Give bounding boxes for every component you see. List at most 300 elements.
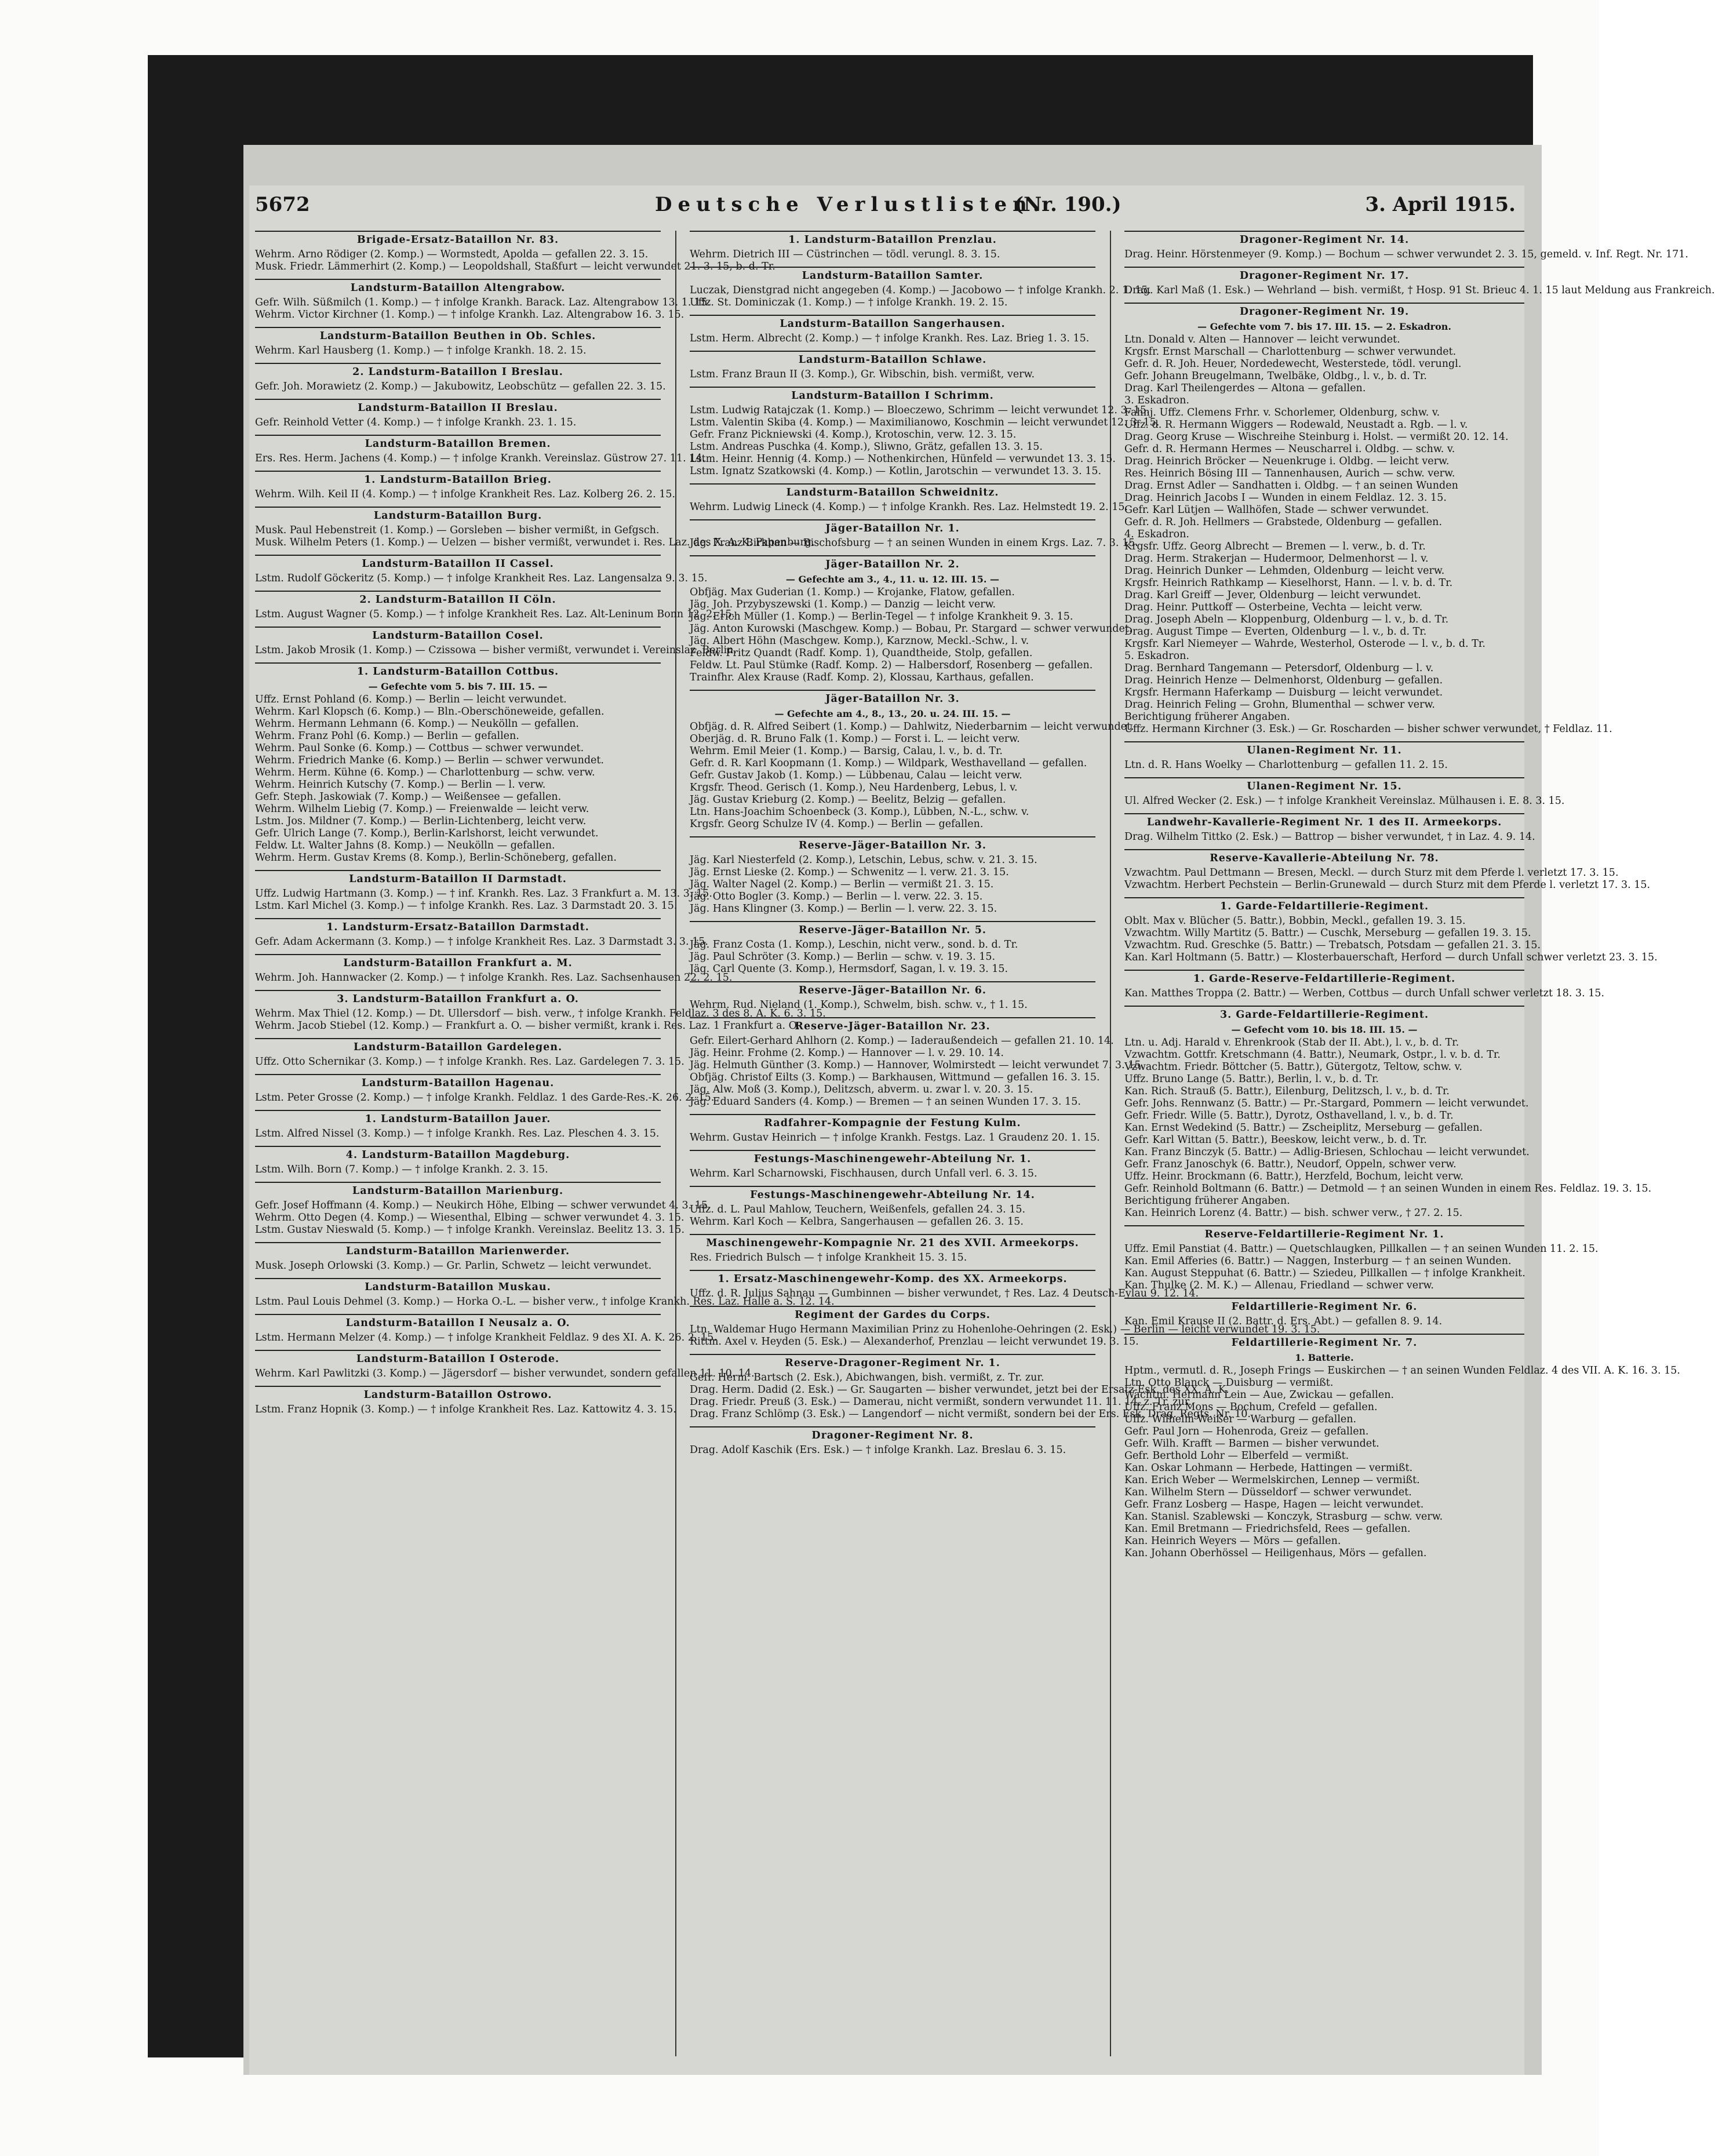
casualty-entry: Lstm. Andreas Puschka (4. Komp.), Sliwno, Grätz, gefallen 13. 3. 15. [690, 441, 1043, 453]
unit-title: Landsturm-Bataillon Ostrowo. [255, 1386, 661, 1403]
unit-title: Reserve-Dragoner-Regiment Nr. 1. [690, 1354, 1095, 1371]
casualty-entry: Gefr. d. R. Joh. Heuer, Nordedewecht, Westerstede, tödl. verungl. [1124, 358, 1462, 370]
unit-title: Jäger-Bataillon Nr. 1. [690, 519, 1095, 536]
unit-title: Reserve-Kavallerie-Abteilung Nr. 78. [1124, 849, 1524, 866]
casualty-entry: Drag. Heinr. Puttkoff — Osterbeine, Vechta — leicht verw. [1124, 602, 1423, 613]
unit-title: Landsturm-Bataillon Muskau. [255, 1278, 661, 1295]
casualty-entry: Ltn. Waldemar Hugo Hermann Maximilian Prinz zu Hohenlohe-Oehringen (2. Esk.) — Berlin — leicht verwundet 19. 3. 15. [690, 1324, 1320, 1335]
casualty-entry: Kan. Wilhelm Stern — Düsseldorf — schwer verwundet. [1124, 1487, 1412, 1498]
casualty-entry: Drag. Herm. Dadid (2. Esk.) — Gr. Saugarten — bisher verwundet, jetzt bei der Ersatz-Esk. des XX. A. K. [690, 1384, 1229, 1396]
casualty-entry: Lstm. Hermann Melzer (4. Komp.) — † infolge Krankheit Feldlaz. 9 des XI. A. K. 26. 2. 15. [255, 1332, 717, 1343]
unit-title: Reserve-Jäger-Bataillon Nr. 6. [690, 981, 1095, 998]
unit-title: 4. Landsturm-Bataillon Magdeburg. [255, 1146, 661, 1163]
unit-section [690, 981, 1095, 1011]
casualty-entry: Wehrm. Karl Klopsch (6. Komp.) — Bln.-Oberschöneweide, gefallen. [255, 706, 605, 718]
unit-section [255, 870, 712, 912]
casualty-entry: Jäg. Ernst Lieske (2. Komp.) — Schwenitz — l. verw. 21. 3. 15. [690, 866, 1009, 878]
casualty-entry: Gefr. Gustav Jakob (1. Komp.) — Lübbenau, Calau — leicht verw. [690, 770, 1022, 781]
casualty-entry: Jäg. Anton Kurowski (Maschgew. Komp.) — Bobau, Pr. Stargard — schwer verwundet. [690, 623, 1133, 635]
casualty-entry: Krgsfr. Karl Niemeyer — Wahrde, Westerhol, Osterode — l. v., b. d. Tr. [1124, 638, 1485, 650]
casualty-entry: Uffz. Wilhelm Weißer — Warburg — gefallen. [1124, 1414, 1357, 1425]
casualty-entry: Lstm. Rudolf Göckeritz (5. Komp.) — † infolge Krankheit Res. Laz. Langensalza 9. 3. 15. [255, 573, 708, 584]
casualty-entry: Vzwachtm. Friedr. Böttcher (5. Battr.), Gütergotz, Teltow, schw. v. [1124, 1061, 1462, 1073]
unit-section [1124, 267, 1715, 297]
casualty-entry: Wehrm. Karl Pawlitzki (3. Komp.) — Jägersdorf — bisher verwundet, sondern gefallen 11. 10. 14. [255, 1368, 755, 1379]
casualty-entry: Uffz. d. R. Julius Sahnau — Gumbinnen — bisher verwundet, † Res. Laz. 4 Deutsch-Eylau 9. 12. 14. [690, 1288, 1199, 1299]
casualty-entry: Wehrm. Emil Meier (1. Komp.) — Barsig, Calau, l. v., b. d. Tr. [690, 745, 1003, 757]
casualty-entry: Wehrm. Herm. Kühne (6. Komp.) — Charlottenburg — schw. verw. [255, 767, 595, 778]
casualty-entry: Jäg. Helmuth Günther (3. Komp.) — Hannover, Wolmirstedt — leicht verwundet 7. 3. 15. [690, 1059, 1145, 1071]
casualty-entry: Lstm. Wilh. Born (7. Komp.) — † infolge Krankh. 2. 3. 15. [255, 1164, 548, 1175]
casualty-entry: Drag. Heinrich Jacobs I — Wunden in einem Feldlaz. 12. 3. 15. [1124, 492, 1447, 504]
casualty-entry: Gefr. Josef Hoffmann (4. Komp.) — Neukirch Höhe, Elbing — schwer verwundet 4. 3. 15. [255, 1200, 711, 1211]
casualty-entry: Gefr. Karl Lütjen — Wallhöfen, Stade — schwer verwundet. [1124, 504, 1429, 516]
casualty-entry: Kan. Emil Afferies (6. Battr.) — Naggen, Insterburg — † an seinen Wunden. [1124, 1255, 1512, 1267]
unit-section [1124, 777, 1565, 807]
casualty-entry: Gefr. Steph. Jaskowiak (7. Komp.) — Weißensee — gefallen. [255, 791, 562, 803]
unit-section [255, 1182, 711, 1236]
casualty-entry: Jäg. Heinr. Frohme (2. Komp.) — Hannover — l. v. 29. 10. 14. [690, 1047, 1004, 1059]
casualty-entry: Luczak, Dienstgrad nicht angegeben (4. Komp.) — Jacobowo — † infolge Krankh. 2. 1. 15. [690, 285, 1151, 296]
casualty-entry: Kan. Heinrich Weyers — Mörs — gefallen. [1124, 1535, 1341, 1547]
unit-title: Landsturm-Bataillon I Neusalz a. O. [255, 1314, 661, 1331]
unit-title: Landsturm-Bataillon Burg. [255, 507, 661, 523]
unit-title: 2. Landsturm-Bataillon I Breslau. [255, 363, 661, 380]
unit-title: Landsturm-Bataillon II Darmstadt. [255, 870, 661, 887]
casualty-entry: Berichtigung früherer Angaben. [1124, 711, 1290, 723]
unit-title: Festungs-Maschinengewehr-Abteilung Nr. 14. [690, 1186, 1095, 1203]
casualty-entry: 4. Eskadron. [1124, 529, 1189, 540]
unit-section [1124, 231, 1688, 261]
casualty-entry: Ltn. d. R. Hans Woelky — Charlottenburg — gefallen 11. 2. 15. [1124, 759, 1448, 771]
unit-title: Jäger-Bataillon Nr. 2. [690, 555, 1095, 572]
unit-section [255, 627, 737, 657]
casualty-entry: Uffz. Emil Panstiat (4. Battr.) — Quetschlaugken, Pillkallen — † an seinen Wunden 11. 2. 15. [1124, 1243, 1599, 1255]
casualty-entry: Wehrm. Otto Degen (4. Komp.) — Wiesenthal, Elbing — schwer verwundet 4. 3. 15. [255, 1212, 684, 1223]
casualty-entry: Jäg. Walter Nagel (2. Komp.) — Berlin — vermißt 21. 3. 15. [690, 879, 994, 890]
casualty-entry: Gefr. Ulrich Lange (7. Komp.), Berlin-Karlshorst, leicht verwundet. [255, 828, 599, 839]
casualty-entry: Jäg. Otto Bogler (3. Komp.) — Berlin — l. verw. 22. 3. 15. [690, 891, 983, 902]
casualty-entry: Jäg. Paul Schröter (3. Komp.) — Berlin — schw. v. 19. 3. 15. [690, 951, 996, 963]
casualty-entry: Uffz. Hermann Kirchner (3. Esk.) — Gr. Roscharden — bisher schwer verwundet, † Feldlaz. 11. [1124, 723, 1612, 735]
casualty-entry: Kan. Ernst Wedekind (5. Battr.) — Zscheiplitz, Merseburg — gefallen. [1124, 1122, 1483, 1134]
casualty-entry: Drag. Georg Kruse — Wischreihe Steinburg i. Holst. — vermißt 20. 12. 14. [1124, 431, 1509, 443]
casualty-entry: Krgsfr. Theod. Gerisch (1. Komp.), Neu Hardenberg, Lebus, l. v. [690, 782, 1018, 793]
unit-section [690, 1114, 1100, 1144]
casualty-entry: Jäg. Hans Klingner (3. Komp.) — Berlin — l. verw. 22. 3. 15. [690, 903, 997, 915]
casualty-entry: Lstm. Jos. Mildner (7. Komp.) — Berlin-Lichtenberg, leicht verw. [255, 815, 587, 827]
unit-title: Landsturm-Bataillon Marienwerder. [255, 1242, 661, 1259]
casualty-entry: Ltn. u. Adj. Harald v. Ehrenkrook (Stab der II. Abt.), l. v., b. d. Tr. [1124, 1037, 1459, 1048]
casualty-entry: Wehrm. Jacob Stiebel (12. Komp.) — Frankfurt a. O. — bisher vermißt, krank i. Res. Laz. 1 Frankfurt a. O. [255, 1020, 800, 1032]
unit-section [255, 363, 666, 393]
casualty-entry: Uffz. d. R. Hermann Wiggers — Rodewald, Neustadt a. Rgb. — l. v. [1124, 419, 1468, 431]
casualty-entry: Wehrm. Ludwig Lineck (4. Komp.) — † infolge Krankh. Res. Laz. Helmstedt 19. 2. 15. [690, 501, 1128, 513]
casualty-entry: Drag. Karl Greiff — Jever, Oldenburg — leicht verwundet. [1124, 589, 1421, 601]
unit-title: Brigade-Ersatz-Bataillon Nr. 83. [255, 231, 661, 247]
casualty-entry: Ltn. Hans-Joachim Schoenbeck (3. Komp.), Lübben, N.-L., schw. v. [690, 806, 1029, 818]
casualty-entry: Gefr. d. R. Joh. Hellmers — Grabstede, Oldenburg — gefallen. [1124, 516, 1443, 528]
casualty-entry: Jäg. Albert Höhn (Maschgew. Komp.), Karznow, Meckl.-Schw., l. v. [690, 635, 1029, 647]
casualty-entry: Jäg. Franz Costa (1. Komp.), Leschin, nicht verw., sond. b. d. Tr. [690, 939, 1018, 950]
unit-section [255, 954, 733, 984]
unit-title: Landsturm-Bataillon I Osterode. [255, 1350, 661, 1367]
casualty-entry: Lstm. Valentin Skiba (4. Komp.) — Maximilianowo, Koschmin — leicht verwundet 12. 3. 15. [690, 417, 1160, 428]
casualty-entry: Drag. Heinrich Henze — Delmenhorst, Oldenburg — gefallen. [1124, 675, 1443, 686]
casualty-entry: Gefr. Reinhold Boltmann (6. Battr.) — Detmold — † an seinen Wunden in einem Res. Feldlaz. 19. 3. 15. [1124, 1183, 1652, 1194]
casualty-entry: Wehrm. Arno Rödiger (2. Komp.) — Wormstedt, Apolda — gefallen 22. 3. 15. [255, 249, 649, 260]
casualty-entry: Feldw. Lt. Paul Stümke (Radf. Komp. 2) — Halbersdorf, Rosenberg — gefallen. [690, 660, 1093, 671]
unit-section [1124, 1006, 1652, 1219]
casualty-entry: Drag. Wilhelm Tittko (2. Esk.) — Battrop — bisher verwundet, † in Laz. 4. 9. 14. [1124, 831, 1535, 843]
unit-title: 1. Garde-Reserve-Feldartillerie-Regiment. [1124, 970, 1524, 986]
unit-title: 1. Landsturm-Ersatz-Bataillon Darmstadt. [255, 918, 661, 935]
casualty-entry: Uffz. Ernst Pohland (6. Komp.) — Berlin — leicht verwundet. [255, 694, 567, 705]
unit-section [255, 1314, 717, 1344]
casualty-entry: Uffz. Ludwig Hartmann (3. Komp.) — † inf. Krankh. Res. Laz. 3 Frankfurt a. M. 13. 3. 15. [255, 888, 712, 899]
unit-title: Festungs-Maschinengewehr-Abteilung Nr. 1. [690, 1150, 1095, 1167]
unit-title: Dragoner-Regiment Nr. 17. [1124, 267, 1524, 283]
unit-section [690, 1150, 1095, 1180]
unit-title: Landsturm-Bataillon Cosel. [255, 627, 661, 643]
unit-title: Dragoner-Regiment Nr. 19. [1124, 303, 1524, 319]
casualty-entry: Krgsfr. Heinrich Rathkamp — Kieselhorst, Hann. — l. v. b. d. Tr. [1124, 577, 1453, 589]
unit-title: Landsturm-Bataillon Gardelegen. [255, 1038, 661, 1055]
casualty-entry: Gefr. Wilh. Krafft — Barmen — bisher verwundet. [1124, 1438, 1379, 1450]
casualty-entry: Berichtigung früherer Angaben. [1124, 1195, 1290, 1207]
unit-subtitle: — Gefechte vom 5. bis 7. III. 15. — [368, 681, 548, 692]
unit-section [255, 1074, 715, 1104]
casualty-entry: Ltn. Otto Blanck — Duisburg — vermißt. [1124, 1377, 1334, 1389]
casualty-entry: Gefr. Franz Losberg — Haspe, Hagen — leicht verwundet. [1124, 1499, 1424, 1510]
unit-section [255, 279, 711, 321]
casualty-entry: Gefr. Adam Ackermann (3. Komp.) — † infolge Krankheit Res. Laz. 3 Darmstadt 3. 3. 15. [255, 936, 708, 948]
casualty-entry: Rittm. Axel v. Heyden (5. Esk.) — Alexanderhof, Prenzlau — leicht verwundet 19. 3. 15. [690, 1336, 1139, 1348]
unit-subtitle: — Gefechte vom 7. bis 17. III. 15. — 2. Eskadron. [1197, 321, 1451, 332]
casualty-entry: Gefr. Reinhold Vetter (4. Komp.) — † infolge Krankh. 23. 1. 15. [255, 417, 577, 428]
casualty-entry: Wehrm. Victor Kirchner (1. Komp.) — † infolge Krankh. Laz. Altengrabow 16. 3. 15. [255, 309, 684, 321]
casualty-entry: Oblt. Max v. Blücher (5. Battr.), Bobbin, Meckl., gefallen 19. 3. 15. [1124, 915, 1466, 927]
casualty-entry: Uffz. Bruno Lange (5. Battr.), Berlin, l. v., b. d. Tr. [1124, 1073, 1379, 1085]
casualty-entry: Musk. Paul Hebenstreit (1. Komp.) — Gorsleben — bisher vermißt, in Gefgsch. [255, 525, 660, 536]
unit-title: Landsturm-Bataillon II Breslau. [255, 399, 661, 416]
casualty-entry: Wehrm. Karl Scharnowski, Fischhausen, durch Unfall verl. 6. 3. 15. [690, 1168, 1037, 1179]
casualty-entry: Vzwachtm. Paul Dettmann — Bresen, Meckl. — durch Sturz mit dem Pferde l. verletzt 17. 3. 15. [1124, 867, 1619, 879]
unit-section [1124, 813, 1535, 843]
casualty-entry: Jäg. Carl Quente (3. Komp.), Hermsdorf, Sagan, l. v. 19. 3. 15. [690, 963, 1008, 975]
casualty-entry: Feldw. Fritz Quandt (Radf. Komp. 1), Quandtheide, Stolp, gefallen. [690, 647, 1033, 659]
unit-section [255, 555, 708, 585]
casualty-entry: Wehrm. Friedrich Manke (6. Komp.) — Berlin — schwer verwundet. [255, 755, 604, 766]
casualty-entry: Kan. Thulke (2. M. K.) — Allenau, Friedland — schwer verw. [1124, 1280, 1434, 1291]
casualty-entry: Wehrm. Karl Hausberg (1. Komp.) — † infolge Krankh. 18. 2. 15. [255, 345, 587, 356]
casualty-entry: Res. Heinrich Bösing III — Tannenhausen, Aurich — schw. verw. [1124, 468, 1455, 479]
unit-section [255, 990, 826, 1032]
unit-subtitle: 1. Batterie. [1295, 1352, 1354, 1363]
casualty-entry: Drag. Heinrich Bröcker — Neuenkruge i. Oldbg. — leicht verw. [1124, 456, 1450, 467]
unit-title: Feldartillerie-Regiment Nr. 6. [1124, 1298, 1524, 1314]
casualty-entry: Musk. Joseph Orlowski (3. Komp.) — Gr. Parlin, Schwetz — leicht verwundet. [255, 1260, 652, 1272]
casualty-entry: Kan. Karl Holtmann (5. Battr.) — Klosterbauerschaft, Herford — durch Unfall schwer verletzt 23. 3. 15. [1124, 952, 1658, 963]
casualty-entry: Krgsfr. Ernst Marschall — Charlottenburg — schwer verwundet. [1124, 346, 1457, 358]
issue-number: (Nr. 190.) [1014, 193, 1122, 216]
casualty-entry: Wehrm. Rud. Nieland (1. Komp.), Schwelm, bish. schw. v., † 1. 15. [690, 999, 1028, 1011]
casualty-entry: Lstm. Ludwig Ratajczak (1. Komp.) — Bloeczewo, Schrimm — leicht verwundet 12. 3. 15. [690, 405, 1150, 416]
casualty-entry: Uffz. Otto Schernikar (3. Komp.) — † infolge Krankh. Res. Laz. Gardelegen 7. 3. 15. [255, 1056, 684, 1068]
unit-title: 1. Landsturm-Bataillon Cottbus. [255, 662, 661, 679]
casualty-entry: Krgsfr. Hermann Haferkamp — Duisburg — leicht verwundet. [1124, 687, 1443, 698]
unit-subtitle: — Gefechte am 4., 8., 13., 20. u. 24. III. 15. — [774, 708, 1011, 719]
casualty-entry: Wehrm. Dietrich III — Cüstrinchen — tödl. verungl. 8. 3. 15. [690, 249, 1000, 260]
unit-section [255, 591, 735, 621]
unit-title: Dragoner-Regiment Nr. 8. [690, 1426, 1095, 1443]
page-number: 5672 [255, 193, 310, 216]
casualty-entry: 3. Eskadron. [1124, 395, 1189, 406]
unit-title: Reserve-Jäger-Bataillon Nr. 5. [690, 921, 1095, 938]
casualty-entry: Fahnj. Uffz. Clemens Frhr. v. Schorlemer, Oldenburg, schw. v. [1124, 407, 1440, 418]
unit-title: Landsturm-Bataillon Bremen. [255, 435, 661, 451]
casualty-entry: Drag. Karl Theilengerdes — Altona — gefallen. [1124, 383, 1366, 394]
unit-title: Dragoner-Regiment Nr. 14. [1124, 231, 1524, 247]
casualty-entry: Gefr. Eilert-Gerhard Ahlhorn (2. Komp.) — Iaderaußendeich — gefallen 21. 10. 14. [690, 1035, 1114, 1047]
newspaper-page [249, 185, 1715, 2075]
unit-section [255, 327, 661, 357]
unit-title: Landsturm-Bataillon I Schrimm. [690, 387, 1095, 403]
unit-section [255, 1110, 661, 1140]
unit-title: 2. Landsturm-Bataillon II Cöln. [255, 591, 661, 607]
unit-subtitle: — Gefecht vom 10. bis 18. III. 15. — [1231, 1024, 1418, 1035]
casualty-entry: Lstm. Herm. Albrecht (2. Komp.) — † infolge Krankh. Res. Laz. Brieg 1. 3. 15. [690, 333, 1090, 344]
casualty-entry: Wehrm. Gustav Heinrich — † infolge Krankh. Festgs. Laz. 1 Graudenz 20. 1. 15. [690, 1132, 1100, 1143]
unit-section [255, 1242, 661, 1272]
casualty-entry: Drag. Bernhard Tangemann — Petersdorf, Oldenburg — l. v. [1124, 662, 1434, 674]
unit-section [255, 1350, 755, 1380]
casualty-entry: Lstm. Peter Grosse (2. Komp.) — † infolge Krankh. Feldlaz. 1 des Garde-Res.-K. 26. 2. 15. [255, 1092, 715, 1104]
casualty-entry: Kan. Johann Oberhössel — Heiligenhaus, Mörs — gefallen. [1124, 1547, 1427, 1559]
casualty-entry: Wehrm. Hermann Lehmann (6. Komp.) — Neukölln — gefallen. [255, 718, 579, 730]
unit-section [690, 1017, 1145, 1108]
unit-section [1124, 741, 1524, 771]
unit-section [1124, 1334, 1680, 1560]
casualty-entry: Oberjäg. d. R. Bruno Falk (1. Komp.) — Forst i. L. — leicht verw. [690, 733, 1020, 745]
casualty-entry: Wehrm. Herm. Gustav Krems (8. Komp.), Berlin-Schöneberg, gefallen. [255, 852, 617, 864]
casualty-entry: Jäg. Erich Müller (1. Komp.) — Berlin-Tegel — † infolge Krankheit 9. 3. 15. [690, 611, 1073, 622]
casualty-entry: Kan. Emil Krause II (2. Battr. d. Ers. Abt.) — gefallen 8. 9. 14. [1124, 1316, 1443, 1327]
casualty-entry: Wachtm. Hermann Lein — Aue, Zwickau — gefallen. [1124, 1389, 1394, 1401]
casualty-entry: Wehrm. Max Thiel (12. Komp.) — Dt. Ullersdorf — bish. verw., † infolge Krankh. Feldlaz. 3 des 8. A. K. 6. 3. 15. [255, 1008, 826, 1019]
casualty-entry: 5. Eskadron. [1124, 650, 1189, 662]
unit-section [690, 519, 1138, 549]
casualty-entry: Ul. Alfred Wecker (2. Esk.) — † infolge Krankheit Vereinslaz. Mülhausen i. E. 8. 3. 15. [1124, 795, 1565, 807]
unit-section [690, 351, 1095, 381]
casualty-entry: Vzwachtm. Herbert Pechstein — Berlin-Grunewald — durch Sturz mit dem Pferde l. verletzt 17. 3. 15. [1124, 879, 1651, 891]
unit-title: Feldartillerie-Regiment Nr. 7. [1124, 1334, 1524, 1350]
casualty-entry: Wehrm. Wilhelm Liebig (7. Komp.) — Freienwalde — leicht verw. [255, 803, 589, 815]
casualty-entry: Drag. Heinr. Hörstenmeyer (9. Komp.) — Bochum — schwer verwundet 2. 3. 15, gemeld. v. Inf. Regt. Nr. 171. [1124, 249, 1688, 260]
unit-title: 1. Landsturm-Bataillon Jauer. [255, 1110, 661, 1127]
unit-title: Ulanen-Regiment Nr. 15. [1124, 777, 1524, 794]
casualty-entry: Kan. Rich. Strauß (5. Battr.), Eilenburg, Delitzsch, l. v., b. d. Tr. [1124, 1086, 1450, 1097]
unit-title: Landwehr-Kavallerie-Regiment Nr. 1 des II. Armeekorps. [1124, 813, 1524, 830]
unit-section [690, 1234, 1095, 1264]
casualty-entry: Uffz. d. L. Paul Mahlow, Teuchern, Weißenfels, gefallen 24. 3. 15. [690, 1204, 1026, 1215]
unit-title: Jäger-Bataillon Nr. 3. [690, 690, 1095, 706]
unit-title: Landsturm-Bataillon Frankfurt a. M. [255, 954, 661, 971]
unit-section [690, 690, 1134, 831]
unit-section [690, 921, 1095, 975]
unit-title: Reserve-Jäger-Bataillon Nr. 23. [690, 1017, 1095, 1034]
casualty-entry: Kan. Matthes Troppa (2. Battr.) — Werben, Cottbus — durch Unfall schwer verletzt 18. 3. 15. [1124, 988, 1605, 999]
unit-title: Regiment der Gardes du Corps. [690, 1306, 1095, 1323]
page-title: Deutsche Verlustlisten. [655, 193, 1046, 216]
casualty-entry: Uffz. Heinr. Brockmann (6. Battr.), Herzfeld, Bochum, leicht verw. [1124, 1171, 1463, 1182]
unit-section [690, 267, 1151, 309]
unit-section [255, 471, 676, 501]
issue-date: 3. April 1915. [1365, 193, 1516, 216]
page-header [249, 188, 1524, 223]
casualty-entry: Drag. Karl Maß (1. Esk.) — Wehrland — bish. vermißt, † Hosp. 91 St. Brieuc 4. 1. 15 laut Meldung aus Frankreich. [1124, 285, 1715, 296]
unit-section [255, 399, 661, 429]
casualty-entry: Jäg. Alw. Moß (3. Komp.), Delitzsch, abverm. u. zwar l. v. 20. 3. 15. [690, 1084, 1033, 1095]
column-3 [1124, 231, 1715, 2039]
casualty-entry: Lstm. Alfred Nissel (3. Komp.) — † infolge Krankh. Res. Laz. Pleschen 4. 3. 15. [255, 1128, 660, 1139]
unit-title: 3. Landsturm-Bataillon Frankfurt a. O. [255, 990, 661, 1007]
casualty-entry: Wehrm. Karl Koch — Kelbra, Sangerhausen — gefallen 26. 3. 15. [690, 1216, 1024, 1228]
casualty-entry: Lstm. Gustav Nieswald (5. Komp.) — † infolge Krankh. Vereinslaz. Beelitz 13. 3. 15. [255, 1224, 685, 1236]
casualty-entry: Kan. Heinrich Lorenz (4. Battr.) — bish. schwer verw., † 27. 2. 15. [1124, 1207, 1463, 1219]
casualty-entry: Drag. Friedr. Preuß (3. Esk.) — Damerau, nicht vermißt, sondern verwundet 11. 11. 14, z. Tr. zur. [690, 1396, 1192, 1408]
unit-title: Maschinengewehr-Kompagnie Nr. 21 des XVII. Armeekorps. [690, 1234, 1095, 1251]
casualty-entry: Obfjäg. Max Guderian (1. Komp.) — Krojanke, Flatow, gefallen. [690, 587, 1015, 598]
casualty-entry: Jäg. Eduard Sanders (4. Komp.) — Bremen — † an seinen Wunden 17. 3. 15. [690, 1096, 1081, 1108]
unit-title: Landsturm-Bataillon Sangerhausen. [690, 315, 1095, 332]
casualty-entry: Krgsfr. Uffz. Georg Albrecht — Bremen — l. verw., b. d. Tr. [1124, 541, 1426, 552]
casualty-entry: Gefr. Wilh. Süßmilch (1. Komp.) — † infolge Krankh. Barack. Laz. Altengrabow 13. 1. 15. [255, 297, 711, 308]
casualty-entry: Trainfhr. Alex Krause (Radf. Komp. 2), Klossau, Karthaus, gefallen. [690, 672, 1034, 683]
casualty-entry: Res. Friedrich Bulsch — † infolge Krankheit 15. 3. 15. [690, 1252, 967, 1263]
casualty-entry: Kan. Emil Bretmann — Friedrichsfeld, Rees — gefallen. [1124, 1523, 1411, 1535]
casualty-entry: Lstm. Ignatz Szatkowski (4. Komp.) — Kotlin, Jarotschin — verwundet 13. 3. 15. [690, 465, 1102, 477]
casualty-entry: Krgsfr. Georg Schulze IV (4. Komp.) — Berlin — gefallen. [690, 818, 984, 830]
unit-section [1124, 897, 1658, 964]
unit-section [255, 435, 706, 465]
casualty-entry: Gefr. Friedr. Wille (5. Battr.), Dyrotz, Osthavelland, l. v., b. d. Tr. [1124, 1110, 1454, 1121]
unit-title: Landsturm-Bataillon Beuthen in Ob. Schles. [255, 327, 661, 344]
casualty-entry: Wehrm. Heinrich Kutschy (7. Komp.) — Berlin — l. verw. [255, 779, 546, 791]
unit-section [1124, 1225, 1599, 1292]
casualty-entry: Drag. Franz Schlömp (3. Esk.) — Langendorf — nicht vermißt, sondern bei der Ers. Esk. Drag. Regts. Nr. 10. [690, 1408, 1251, 1420]
casualty-entry: Gefr. Karl Wittan (5. Battr.), Beeskow, leicht verw., b. d. Tr. [1124, 1134, 1427, 1146]
unit-section [255, 1146, 661, 1176]
casualty-entry: Drag. Heinrich Feling — Grohn, Blumenthal — schwer verw. [1124, 699, 1435, 711]
casualty-entry: Uffz. St. Dominiczak (1. Komp.) — † infolge Krankh. 19. 2. 15. [690, 297, 1008, 308]
unit-section [690, 1270, 1199, 1300]
casualty-entry: Gefr. Johs. Rennwanz (5. Battr.) — Pr.-Stargard, Pommern — leicht verwundet. [1124, 1098, 1529, 1109]
casualty-entry: Vzwachtm. Rud. Greschke (5. Battr.) — Trebatsch, Potsdam — gefallen 21. 3. 15. [1124, 939, 1541, 951]
unit-title: 1. Landsturm-Bataillon Prenzlau. [690, 231, 1095, 247]
casualty-entry: Lstm. August Wagner (5. Komp.) — † infolge Krankheit Res. Laz. Alt-Leninum Bonn 12. 2. 15. [255, 609, 735, 620]
unit-section [255, 1278, 835, 1308]
casualty-entry: Gefr. Joh. Morawietz (2. Komp.) — Jakubowitz, Leobschütz — gefallen 22. 3. 15. [255, 381, 666, 392]
unit-title: Landsturm-Bataillon II Cassel. [255, 555, 661, 571]
casualty-entry: Drag. Herm. Strakerjan — Hudermoor, Delmenhorst — l. v. [1124, 553, 1429, 565]
casualty-entry: Gefr. Berthold Lohr — Elberfeld — vermißt. [1124, 1450, 1349, 1462]
casualty-entry: Kan. August Steppuhat (6. Battr.) — Sziedeu, Pillkallen — † infolge Krankheit. [1124, 1268, 1525, 1279]
unit-section [690, 836, 1095, 915]
casualty-entry: Vzwachtm. Gottfr. Kretschmann (4. Battr.), Neumark, Ostpr., l. v. b. d. Tr. [1124, 1049, 1501, 1061]
casualty-entry: Gefr. d. R. Karl Koopmann (1. Komp.) — Wildpark, Westhavelland — gefallen. [690, 757, 1087, 769]
unit-title: 1. Landsturm-Bataillon Brieg. [255, 471, 661, 487]
casualty-entry: Jäg. Karl Niesterfeld (2. Komp.), Letschin, Lebus, schw. v. 21. 3. 15. [690, 854, 1037, 866]
unit-section [690, 483, 1128, 513]
casualty-entry: Wehrm. Joh. Hannwacker (2. Komp.) — † infolge Krankh. Res. Laz. Sachsenhausen 22. 2. 15. [255, 972, 733, 984]
casualty-entry: Gefr. Johann Breugelmann, Twelbäke, Oldbg., l. v., b. d. Tr. [1124, 370, 1427, 382]
casualty-entry: Drag. Heinrich Dunker — Lehmden, Oldenburg — leicht verw. [1124, 565, 1445, 577]
casualty-entry: Obfjäg. d. R. Alfred Seibert (1. Komp.) — Dahlwitz, Niederbarnim — leicht verwundet. [690, 721, 1134, 733]
unit-title: 1. Garde-Feldartillerie-Regiment. [1124, 897, 1524, 914]
unit-title: Landsturm-Bataillon Schweidnitz. [690, 483, 1095, 500]
unit-title: Landsturm-Bataillon Marienburg. [255, 1182, 661, 1199]
unit-section [1124, 303, 1612, 735]
unit-section [255, 231, 775, 273]
casualty-entry: Feldw. Lt. Walter Jahns (8. Komp.) — Neukölln — gefallen. [255, 840, 555, 851]
casualty-entry: Drag. Adolf Kaschik (Ers. Esk.) — † infolge Krankh. Laz. Breslau 6. 3. 15. [690, 1444, 1066, 1456]
column-rule [675, 231, 676, 2056]
casualty-entry: Gefr. Paul Jorn — Hohenroda, Greiz — gefallen. [1124, 1426, 1369, 1437]
casualty-entry: Vzwachtm. Willy Martitz (5. Battr.) — Cuschk, Merseburg — gefallen 19. 3. 15. [1124, 927, 1531, 939]
casualty-entry: Kan. Erich Weber — Wermelskirchen, Lennep — vermißt. [1124, 1474, 1420, 1486]
casualty-entry: Gefr. Franz Janoschyk (6. Battr.), Neudorf, Oppeln, schwer verw. [1124, 1159, 1457, 1170]
unit-title: Landsturm-Bataillon Schlawe. [690, 351, 1095, 367]
casualty-entry: Ltn. Donald v. Alten — Hannover — leicht verwundet. [1124, 334, 1400, 345]
casualty-entry: Lstm. Franz Braun II (3. Komp.), Gr. Wibschin, bish. vermißt, verw. [690, 369, 1035, 380]
unit-title: Radfahrer-Kompagnie der Festung Kulm. [690, 1114, 1095, 1131]
casualty-entry: Obfjäg. Christof Eilts (3. Komp.) — Barkhausen, Wittmund — gefallen 16. 3. 15. [690, 1072, 1100, 1083]
casualty-entry: Kan. Oskar Lohmann — Herbede, Hattingen — vermißt. [1124, 1462, 1413, 1474]
casualty-entry: Wehrm. Franz Pohl (6. Komp.) — Berlin — gefallen. [255, 730, 519, 742]
unit-section [690, 231, 1095, 261]
unit-section [255, 1386, 676, 1416]
casualty-entry: Kan. Stanisl. Szablewski — Konczyk, Strasburg — schw. verw. [1124, 1511, 1443, 1523]
casualty-entry: Musk. Wilhelm Peters (1. Komp.) — Uelzen — bisher vermißt, verwundet i. Res. Laz. des X. A. K. Papenburg. [255, 537, 815, 548]
casualty-entry: Jäg. Gustav Krieburg (2. Komp.) — Beelitz, Belzig — gefallen. [690, 794, 1006, 806]
casualty-entry: Ers. Res. Herm. Jachens (4. Komp.) — † infolge Krankh. Vereinslaz. Güstrow 27. 11. 14. [255, 453, 706, 464]
casualty-entry: Jäg. Joh. Przybyszewski (1. Komp.) — Danzig — leicht verw. [690, 599, 996, 610]
unit-section [690, 1426, 1095, 1456]
unit-section [1124, 970, 1605, 1000]
casualty-entry: Drag. Joseph Abeln — Kloppenburg, Oldenburg — l. v., b. d. Tr. [1124, 614, 1449, 625]
unit-section [255, 662, 661, 864]
unit-title: Landsturm-Bataillon Hagenau. [255, 1074, 661, 1091]
casualty-entry: Uffz. Franz Mons — Bochum, Crefeld — gefallen. [1124, 1401, 1378, 1413]
casualty-entry: Kan. Franz Binczyk (5. Battr.) — Adlig-Briesen, Schlochau — leicht verwundet. [1124, 1146, 1530, 1158]
casualty-entry: Musk. Friedr. Lämmerhirt (2. Komp.) — Leopoldshall, Staßfurt — leicht verwundet 21. 3. 15, b. d. Tr. [255, 261, 775, 272]
unit-subtitle: — Gefechte am 3., 4., 11. u. 12. III. 15. — [785, 574, 1000, 585]
unit-title: Landsturm-Bataillon Samter. [690, 267, 1095, 283]
casualty-entry: Lstm. Franz Hopnik (3. Komp.) — † infolge Krankheit Res. Laz. Kattowitz 4. 3. 15. [255, 1404, 676, 1415]
casualty-entry: Wehrm. Paul Sonke (6. Komp.) — Cottbus — schwer verwundet. [255, 742, 584, 754]
unit-title: Ulanen-Regiment Nr. 11. [1124, 741, 1524, 758]
casualty-entry: Lstm. Jakob Mrosik (1. Komp.) — Czissowa — bisher vermißt, verwundet i. Vereinslaz. Berlin. [255, 644, 737, 656]
unit-section [1124, 1298, 1524, 1328]
unit-title: Landsturm-Bataillon Altengrabow. [255, 279, 661, 296]
casualty-entry: Lstm. Heinr. Hennig (4. Komp.) — Nothenkirchen, Hünfeld — verwundet 13. 3. 15. [690, 453, 1116, 465]
casualty-entry: Gefr. Franz Pickniewski (4. Komp.), Krotoschin, verw. 12. 3. 15. [690, 429, 1017, 440]
casualty-entry: Wehrm. Wilh. Keil II (4. Komp.) — † infolge Krankheit Res. Laz. Kolberg 26. 2. 15. [255, 489, 676, 500]
unit-section [1124, 849, 1651, 891]
unit-section [255, 507, 815, 549]
unit-section [255, 1038, 684, 1068]
